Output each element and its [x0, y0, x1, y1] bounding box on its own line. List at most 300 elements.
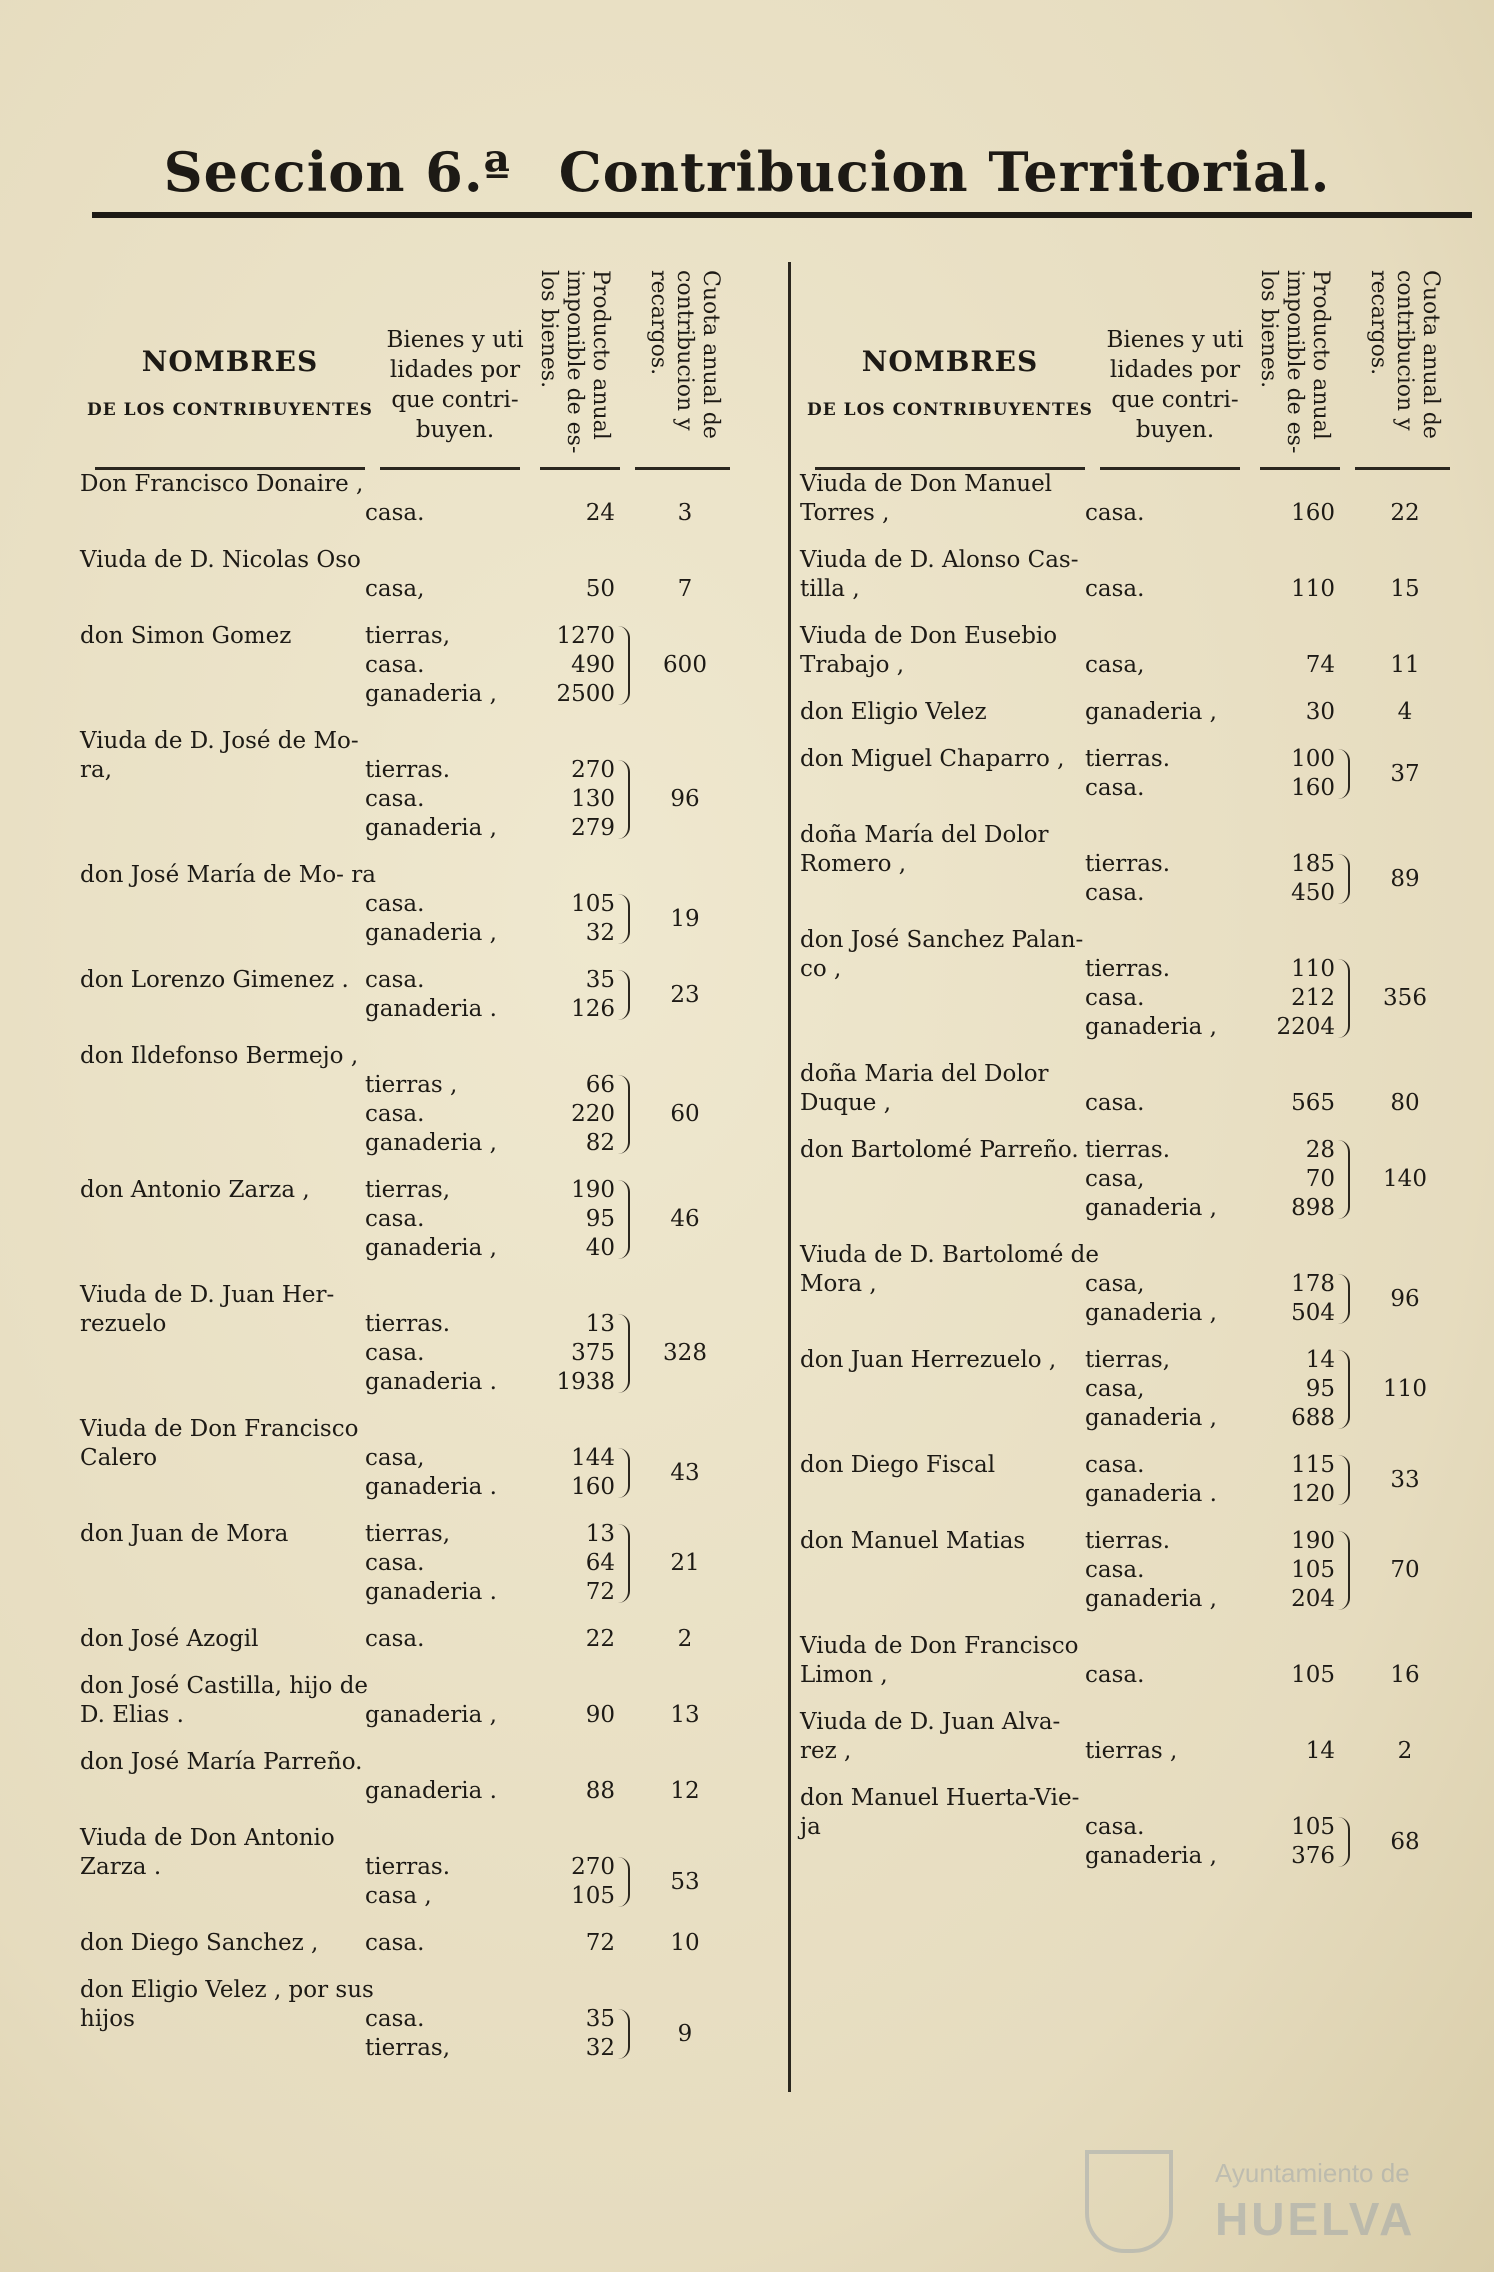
property-type: ganaderia . [365, 1369, 497, 1395]
table-row [80, 1042, 770, 1176]
product-values [540, 890, 615, 948]
names-header-line1: NOMBRES [141, 345, 319, 378]
property-type: tierras. [365, 1854, 451, 1880]
product-values [540, 1520, 615, 1607]
column-divider [788, 262, 791, 2092]
shield-icon [1085, 2150, 1173, 2253]
left-header [80, 255, 770, 470]
product-values [1260, 955, 1335, 1042]
property-type: casa , [365, 1883, 432, 1909]
annual-quota: 2 [1397, 1738, 1413, 1764]
product-value: 95 [1305, 1376, 1335, 1402]
table-row [800, 698, 1490, 745]
property-type: casa. [365, 1340, 425, 1366]
table-row [80, 1415, 770, 1520]
contributor-name: Viuda de D. José de Mo- ra, [80, 728, 359, 783]
product-values [1260, 1136, 1335, 1223]
product-values [540, 1444, 615, 1502]
annual-quota: 80 [1390, 1090, 1420, 1116]
property-type: casa. [365, 891, 425, 917]
property-type: casa. [365, 1550, 425, 1576]
table-row [800, 1784, 1490, 1889]
contributor-name: don Eligio Velez , por sus hijos [80, 1977, 374, 2032]
product-values [1260, 698, 1335, 727]
property-list [1085, 745, 1260, 803]
product-value: 160 [571, 1474, 615, 1500]
product-value: 14 [1305, 1738, 1335, 1764]
names-header-line2: DE LOS CONTRIBUYENTES [87, 400, 373, 420]
contributor-name: don Miguel Chaparro , [800, 746, 1065, 772]
property-list [365, 575, 540, 604]
annual-quota: 356 [1383, 985, 1427, 1011]
table-row [80, 1520, 770, 1625]
product-value: 64 [585, 1550, 615, 1576]
property-type: ganaderia , [365, 815, 497, 841]
property-type: ganaderia , [1085, 1405, 1217, 1431]
product-value: 105 [1291, 1814, 1335, 1840]
table-row [800, 745, 1490, 821]
property-type: casa. [365, 967, 425, 993]
property-type: casa. [365, 500, 425, 526]
contributor-name: Viuda de Don Francisco Limon , [800, 1633, 1079, 1688]
property-type: tierras , [1085, 1738, 1178, 1764]
annual-quota: 15 [1390, 576, 1420, 602]
product-value: 120 [1291, 1481, 1335, 1507]
table-row [80, 470, 770, 546]
contributor-name: doña Maria del Dolor Duque , [800, 1061, 1049, 1116]
product-value: 190 [571, 1177, 615, 1203]
contributor-name: don Bartolomé Parreño. [800, 1137, 1079, 1163]
property-type: ganaderia , [365, 1130, 497, 1156]
annual-quota: 19 [670, 905, 700, 932]
annual-quota: 12 [670, 1778, 700, 1804]
contributor-name: don Lorenzo Gimenez . [80, 967, 349, 993]
property-type: ganaderia , [1085, 1586, 1217, 1612]
annual-quota: 328 [663, 1340, 707, 1366]
names-header [800, 345, 1100, 420]
product-value: 190 [1291, 1528, 1335, 1554]
product-value: 2204 [1276, 1014, 1335, 1040]
product-value: 898 [1291, 1195, 1335, 1221]
product-values [1260, 1527, 1335, 1614]
property-type: casa. [1085, 500, 1145, 526]
product-values [1260, 1451, 1335, 1509]
property-list [365, 966, 540, 1024]
product-values [1260, 1813, 1335, 1871]
property-type: ganaderia , [1085, 1300, 1217, 1326]
annual-quota: 33 [1390, 1466, 1420, 1493]
product-value: 30 [1305, 699, 1335, 725]
contributor-name: Viuda de Don Antonio Zarza . [80, 1825, 335, 1880]
product-values [540, 622, 615, 709]
product-values [1260, 850, 1335, 908]
table-row [80, 861, 770, 966]
property-type: ganaderia , [365, 1702, 497, 1728]
property-list [365, 1777, 540, 1806]
contributor-name: don José Sanchez Palan- co , [800, 927, 1084, 982]
property-list [1085, 1346, 1260, 1433]
brace [1336, 1817, 1350, 1867]
annual-quota: 21 [670, 1550, 700, 1576]
property-list [365, 1701, 540, 1730]
property-list [1085, 1451, 1260, 1509]
table-row [800, 1241, 1490, 1346]
product-value: 490 [571, 652, 615, 678]
product-value: 66 [585, 1072, 615, 1098]
product-value: 32 [585, 920, 615, 946]
bienes-header: Bienes y uti lidades por que contri- buyen. [386, 327, 524, 443]
page-title [0, 140, 1494, 204]
property-type: tierras. [365, 757, 451, 783]
annual-quota: 2 [677, 1626, 693, 1652]
annual-quota: 7 [677, 576, 693, 602]
product-value: 14 [1305, 1347, 1335, 1373]
product-values [1260, 1346, 1335, 1433]
product-values [1260, 499, 1335, 528]
property-type: casa. [1085, 1452, 1145, 1478]
product-value: 270 [571, 1854, 615, 1880]
product-value: 35 [585, 967, 615, 993]
annual-quota: 89 [1390, 865, 1420, 892]
product-values [540, 1310, 615, 1397]
property-type: tierras, [365, 623, 451, 649]
property-type: tierras, [1085, 1347, 1171, 1373]
annual-quota: 110 [1383, 1376, 1427, 1402]
property-list [365, 499, 540, 528]
annual-quota: 96 [1390, 1285, 1420, 1312]
property-type: ganaderia , [365, 920, 497, 946]
property-type: casa, [1085, 1271, 1145, 1297]
property-type: ganaderia , [365, 681, 497, 707]
property-type: tierras, [365, 1177, 451, 1203]
product-value: 105 [571, 891, 615, 917]
section-number: Seccion 6.ª [163, 140, 511, 204]
product-values [1260, 575, 1335, 604]
property-type: casa, [365, 576, 425, 602]
product-value: 688 [1291, 1405, 1335, 1431]
contributor-name: Viuda de Don Eusebio Trabajo , [800, 623, 1058, 678]
property-type: casa. [1085, 985, 1145, 1011]
property-list [365, 1444, 540, 1502]
property-type: casa. [1085, 1090, 1145, 1116]
annual-quota: 10 [670, 1930, 700, 1956]
product-values [540, 575, 615, 604]
brace [616, 1075, 630, 1154]
annual-quota: 60 [670, 1101, 700, 1127]
brace [616, 626, 630, 705]
product-value: 105 [571, 1883, 615, 1909]
product-values [540, 756, 615, 843]
contributor-name: don José Castilla, hijo de D. Elias . [80, 1673, 369, 1728]
brace [616, 1314, 630, 1393]
property-list [365, 1853, 540, 1911]
contributor-name: don Diego Fiscal [800, 1452, 996, 1478]
product-value: 212 [1291, 985, 1335, 1011]
product-values [540, 1625, 615, 1654]
table-row [80, 1976, 770, 2081]
annual-quota: 4 [1397, 699, 1413, 725]
property-type: ganaderia . [1085, 1481, 1217, 1507]
table-row [800, 1136, 1490, 1241]
product-value: 130 [571, 786, 615, 812]
property-type: casa. [1085, 576, 1145, 602]
contributor-name: Don Francisco Donaire , [80, 471, 364, 497]
property-list [1085, 955, 1260, 1042]
product-value: 105 [1291, 1557, 1335, 1583]
product-value: 95 [585, 1206, 615, 1232]
product-value: 35 [585, 2006, 615, 2032]
contributor-name: Viuda de D. Nicolas Oso [80, 547, 361, 573]
contributor-name: Viuda de D. Juan Her- rezuelo [80, 1282, 335, 1337]
product-value: 185 [1291, 851, 1335, 877]
product-value: 144 [571, 1445, 615, 1471]
table-row [800, 546, 1490, 622]
contributor-name: don Juan de Mora [80, 1521, 289, 1547]
product-values [540, 499, 615, 528]
product-value: 72 [585, 1930, 615, 1956]
product-value: 204 [1291, 1586, 1335, 1612]
product-value: 32 [585, 2035, 615, 2061]
product-values [540, 2005, 615, 2063]
brace [616, 1180, 630, 1259]
property-list [365, 1520, 540, 1607]
property-list [1085, 850, 1260, 908]
property-type: casa, [365, 1445, 425, 1471]
annual-quota: 53 [670, 1868, 700, 1895]
property-list [1085, 1737, 1260, 1766]
contributor-name: don Simon Gomez [80, 623, 292, 649]
property-type: tierras. [1085, 956, 1171, 982]
table-row [80, 1672, 770, 1748]
property-type: casa, [1085, 1166, 1145, 1192]
table-row [800, 1632, 1490, 1708]
brace [616, 1857, 630, 1907]
property-list [1085, 1813, 1260, 1871]
product-value: 90 [585, 1702, 615, 1728]
property-type: casa. [365, 1930, 425, 1956]
property-type: tierras, [365, 1521, 451, 1547]
property-type: tierras. [365, 1311, 451, 1337]
annual-quota: 11 [1390, 652, 1420, 678]
property-list [1085, 575, 1260, 604]
property-type: casa. [365, 1626, 425, 1652]
brace [1336, 749, 1350, 799]
names-header-line2: DE LOS CONTRIBUYENTES [807, 400, 1093, 420]
property-list [365, 1071, 540, 1158]
product-value: 110 [1291, 956, 1335, 982]
property-type: casa. [365, 1101, 425, 1127]
property-type: casa. [1085, 775, 1145, 801]
names-header-line1: NOMBRES [861, 345, 1039, 378]
title-rule [92, 212, 1472, 218]
watermark [1085, 2150, 1415, 2250]
product-values [540, 1701, 615, 1730]
property-type: casa. [1085, 1814, 1145, 1840]
names-header [80, 345, 380, 420]
property-type: tierras. [1085, 1528, 1171, 1554]
product-value: 110 [1291, 576, 1335, 602]
property-list [365, 890, 540, 948]
property-type: tierras , [365, 1072, 458, 1098]
property-type: casa. [1085, 1662, 1145, 1688]
property-type: ganaderia , [365, 1235, 497, 1261]
contributor-name: Viuda de Don Manuel Torres , [800, 471, 1053, 526]
property-type: casa. [365, 2006, 425, 2032]
table-row [800, 1451, 1490, 1527]
table-row [800, 1527, 1490, 1632]
contributor-name: Viuda de D. Bartolomé de Mora , [800, 1242, 1099, 1297]
right-column [800, 255, 1490, 1889]
product-value: 375 [571, 1340, 615, 1366]
table-row [800, 821, 1490, 926]
table-row [80, 1824, 770, 1929]
table-row [80, 1625, 770, 1672]
contributor-name: don Diego Sanchez , [80, 1930, 319, 1956]
property-list [365, 1625, 540, 1654]
table-row [80, 1281, 770, 1415]
product-value: 13 [585, 1521, 615, 1547]
property-type: ganaderia , [1085, 1195, 1217, 1221]
brace [616, 970, 630, 1020]
property-type: ganaderia . [365, 996, 497, 1022]
table-row [800, 622, 1490, 698]
contributor-name: don Ildefonso Bermejo , [80, 1043, 359, 1069]
bienes-header: Bienes y uti lidades por que contri- buyen. [1106, 327, 1244, 443]
product-values [1260, 651, 1335, 680]
watermark-line1: Ayuntamiento de [1215, 2158, 1410, 2188]
product-values [1260, 1270, 1335, 1328]
table-row [80, 622, 770, 727]
brace [1336, 959, 1350, 1038]
brace [1336, 1350, 1350, 1429]
annual-quota: 68 [1390, 1828, 1420, 1855]
property-type: casa. [1085, 880, 1145, 906]
product-value: 105 [1291, 1662, 1335, 1688]
product-values [540, 1777, 615, 1806]
product-value: 160 [1291, 500, 1335, 526]
property-list [1085, 698, 1260, 727]
product-value: 100 [1291, 746, 1335, 772]
property-type: casa, [1085, 1376, 1145, 1402]
annual-quota: 70 [1390, 1557, 1420, 1583]
product-values [1260, 1737, 1335, 1766]
product-value: 40 [585, 1235, 615, 1261]
annual-quota: 13 [670, 1702, 700, 1728]
annual-quota: 46 [670, 1206, 700, 1232]
annual-quota: 16 [1390, 1662, 1420, 1688]
table-row [800, 926, 1490, 1060]
property-type: casa. [365, 786, 425, 812]
annual-quota: 9 [677, 2020, 693, 2047]
product-values [540, 1853, 615, 1911]
product-value: 270 [571, 757, 615, 783]
product-value: 88 [585, 1778, 615, 1804]
property-type: ganaderia , [1085, 699, 1217, 725]
product-value: 160 [1291, 775, 1335, 801]
contributor-name: don José Azogil [80, 1626, 259, 1652]
property-type: tierras. [1085, 1137, 1171, 1163]
contributor-name: don Eligio Velez [800, 699, 987, 725]
product-value: 13 [585, 1311, 615, 1337]
brace [616, 2009, 630, 2059]
table-row [80, 1176, 770, 1281]
brace [1336, 1531, 1350, 1610]
property-type: tierras, [365, 2035, 451, 2061]
watermark-line2: HUELVA [1215, 2193, 1416, 2245]
property-list [365, 1310, 540, 1397]
brace [1336, 1274, 1350, 1324]
property-list [1085, 1089, 1260, 1118]
property-type: ganaderia . [365, 1579, 497, 1605]
contributor-name: don Manuel Huerta-Vie- ja [800, 1785, 1080, 1840]
property-type: ganaderia . [365, 1474, 497, 1500]
property-list [365, 1929, 540, 1958]
product-value: 74 [1305, 652, 1335, 678]
product-values [1260, 745, 1335, 803]
contributor-name: Viuda de D. Juan Alva- rez , [800, 1709, 1061, 1764]
brace [616, 894, 630, 944]
product-value: 376 [1291, 1843, 1335, 1869]
property-list [1085, 1661, 1260, 1690]
product-value: 2500 [556, 681, 615, 707]
product-values [1260, 1661, 1335, 1690]
property-type: ganaderia , [1085, 1014, 1217, 1040]
product-value: 115 [1291, 1452, 1335, 1478]
product-value: 1938 [556, 1369, 615, 1395]
left-rows [80, 470, 770, 2081]
product-value: 24 [585, 500, 615, 526]
brace [616, 1524, 630, 1603]
contributor-name: don Juan Herrezuelo , [800, 1347, 1057, 1373]
product-value: 70 [1305, 1166, 1335, 1192]
product-value: 565 [1291, 1090, 1335, 1116]
producto-header: Producto anual imponible de es- los bienes. [536, 270, 613, 454]
brace [616, 1448, 630, 1498]
table-row [80, 1748, 770, 1824]
contributor-name: Viuda de D. Alonso Cas- tilla , [800, 547, 1079, 602]
table-row [800, 1346, 1490, 1451]
property-list [1085, 1136, 1260, 1223]
brace [1336, 1455, 1350, 1505]
contributor-name: don José María Parreño. [80, 1749, 363, 1775]
property-type: casa. [365, 1206, 425, 1232]
left-column [80, 255, 770, 2081]
property-type: ganaderia , [1085, 1843, 1217, 1869]
product-values [540, 966, 615, 1024]
property-list [365, 756, 540, 843]
table-row [800, 1708, 1490, 1784]
property-type: casa, [1085, 652, 1145, 678]
brace [616, 760, 630, 839]
property-type: casa. [365, 652, 425, 678]
table-row [80, 727, 770, 861]
property-list [365, 622, 540, 709]
annual-quota: 3 [677, 500, 693, 526]
product-values [540, 1176, 615, 1263]
brace [1336, 854, 1350, 904]
product-value: 178 [1291, 1271, 1335, 1297]
product-value: 504 [1291, 1300, 1335, 1326]
product-value: 279 [571, 815, 615, 841]
cuota-header: Cuota anual de contribucion y recargos. [1366, 270, 1443, 439]
product-values [540, 1071, 615, 1158]
annual-quota: 600 [663, 652, 707, 678]
table-row [800, 470, 1490, 546]
table-row [80, 546, 770, 622]
cuota-header: Cuota anual de contribucion y recargos. [646, 270, 723, 439]
product-values [1260, 1089, 1335, 1118]
property-list [1085, 1270, 1260, 1328]
